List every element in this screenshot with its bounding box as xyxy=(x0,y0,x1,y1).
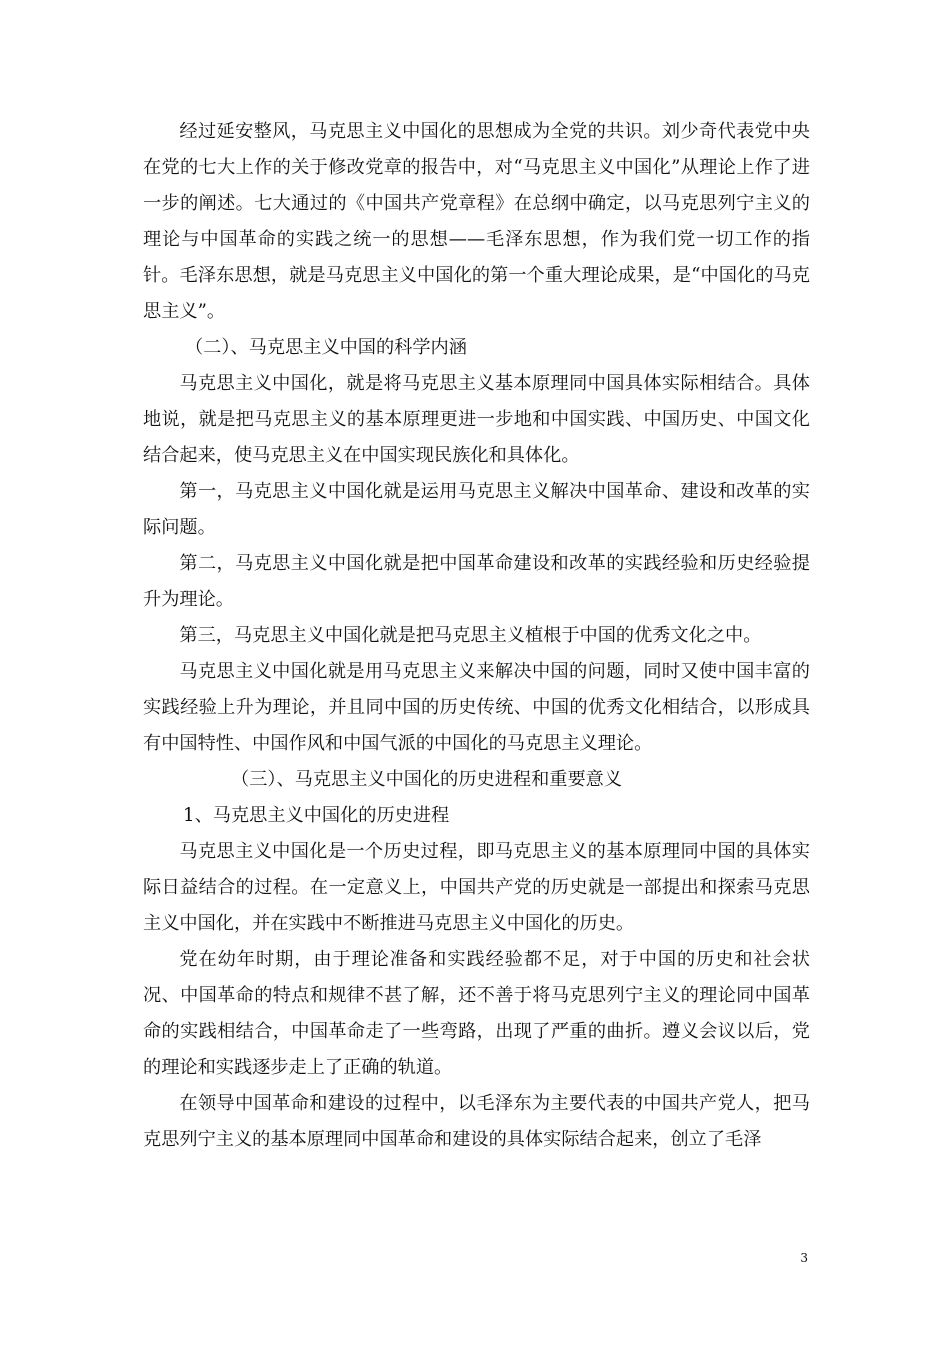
body-text xyxy=(143,114,810,1158)
section-heading-3: （三）、马克思主义中国化的历史进程和重要意义 xyxy=(231,769,623,790)
paragraph-yanan-rectification: 经过延安整风，马克思主义中国化的思想成为全党的共识。刘少奇代表党中央在党的七大上作的关于修改党章的报告中，对“马克思主义中国化”从理论上作了进一步的阐述。七大通过的《中国共产党章程》在总纲中确定，以马克思列宁主义的理论与中国革命的实践之统一的思想——毛泽东思想，作为我们党一切工作的指针。毛泽东思想，就是马克思主义中国化的第一个重大理论成果，是“中国化的马克思主义”。 xyxy=(143,121,810,322)
subheading-historical-process: 1、马克思主义中国化的历史进程 xyxy=(183,805,450,826)
paragraph-definition: 马克思主义中国化，就是将马克思主义基本原理同中国具体实际相结合。具体地说，就是把马克思主义的基本原理更进一步地和中国实践、中国历史、中国文化结合起来，使马克思主义在中国实现民族化和具体化。 xyxy=(143,373,810,466)
paragraph-historical-process: 马克思主义中国化是一个历史过程，即马克思主义的基本原理同中国的具体实际日益结合的过程。在一定意义上，中国共产党的历史就是一部提出和探索马克思主义中国化，并在实践中不断推进马克思主义中国化的历史。 xyxy=(143,841,810,934)
section-heading-2: （二）、马克思主义中国的科学内涵 xyxy=(185,337,467,358)
paragraph-third-point: 第三，马克思主义中国化就是把马克思主义植根于中国的优秀文化之中。 xyxy=(179,625,762,646)
paragraph-early-period: 党在幼年时期，由于理论准备和实践经验都不足，对于中国的历史和社会状况、中国革命的特点和规律不甚了解，还不善于将马克思列宁主义的理论同中国革命的实践相结合，中国革命走了一些弯路，出现了严重的曲折。遵义会议以后，党的理论和实践逐步走上了正确的轨道。 xyxy=(143,949,810,1078)
paragraph-first-point: 第一，马克思主义中国化就是运用马克思主义解决中国革命、建设和改革的实际问题。 xyxy=(143,481,810,538)
paragraph-second-point: 第二，马克思主义中国化就是把中国革命建设和改革的实践经验和历史经验提升为理论。 xyxy=(143,553,810,610)
paragraph-summary: 马克思主义中国化就是用马克思主义来解决中国的问题，同时又使中国丰富的实践经验上升为理论，并且同中国的历史传统、中国的优秀文化相结合，以形成具有中国特性、中国作风和中国气派的中国化的马克思主义理论。 xyxy=(143,661,810,754)
page-number: 3 xyxy=(800,1251,808,1265)
paragraph-mao-leadership: 在领导中国革命和建设的过程中，以毛泽东为主要代表的中国共产党人，把马克思列宁主义的基本原理同中国革命和建设的具体实际结合起来，创立了毛泽 xyxy=(143,1093,810,1150)
